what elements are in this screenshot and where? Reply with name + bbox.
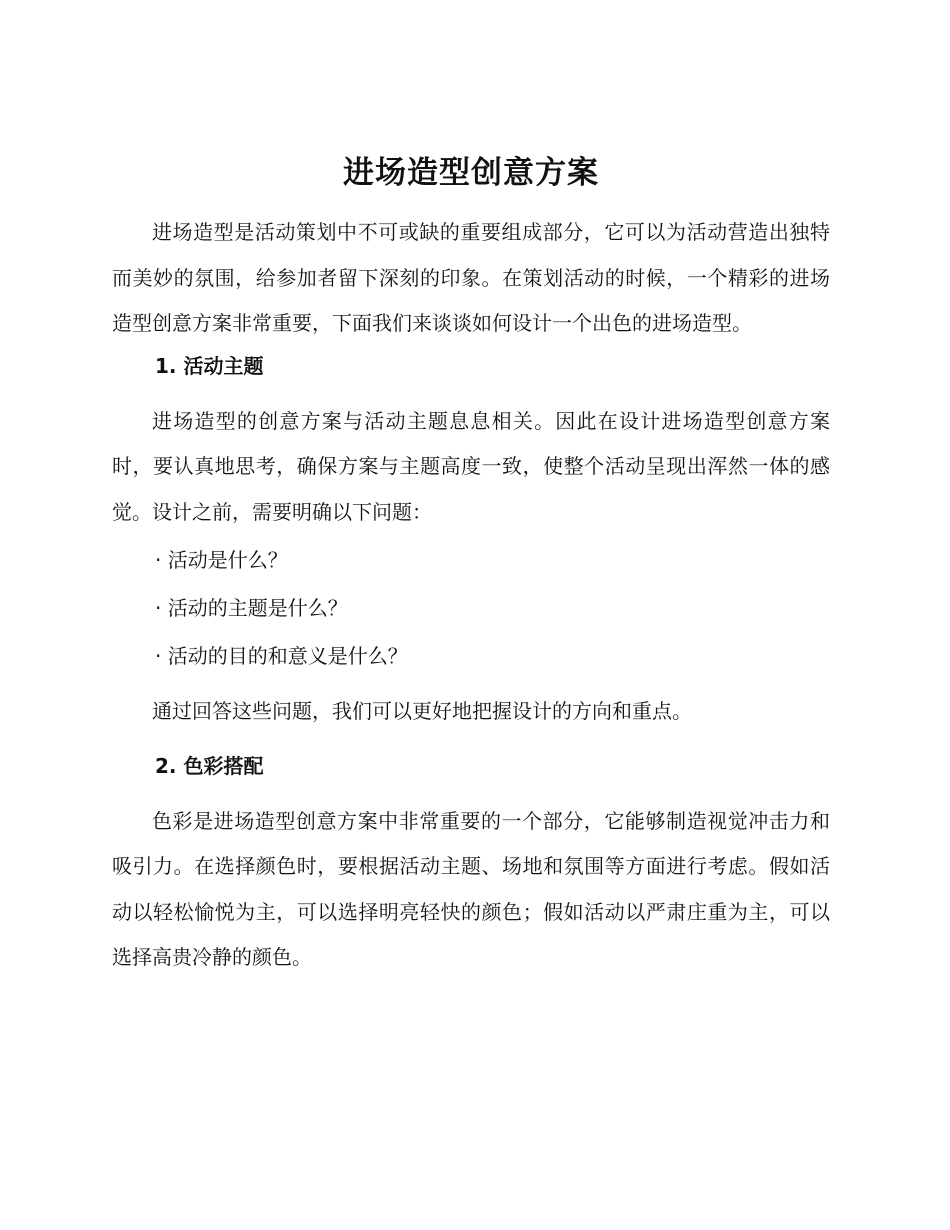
- document-title: 进场造型创意方案: [343, 155, 599, 191]
- section-heading-activity-theme: 1. 活动主题: [155, 353, 264, 378]
- section-heading-color-matching: 2. 色彩搭配: [155, 753, 264, 778]
- intro-paragraph: 进场造型是活动策划中不可或缺的重要组成部分，它可以为活动营造出独特而美妙的氛围，给参加者留下深刻的印象。在策划活动的时候，一个精彩的进场造型创意方案非常重要，下面我们来谈谈如何设计一个出色的进场造型。: [112, 220, 830, 335]
- document-page: [112, 148, 830, 981]
- section-closing-paragraph: 通过回答这些问题，我们可以更好地把握设计的方向和重点。: [152, 699, 692, 723]
- section-paragraph-color-matching: 色彩是进场造型创意方案中非常重要的一个部分，它能够制造视觉冲击力和吸引力。在选择颜色时，要根据活动主题、场地和氛围等方面进行考虑。假如活动以轻松愉悦为主，可以选择明亮轻快的颜色；假如活动以严肃庄重为主，可以选择高贵冷静的颜色。: [112, 808, 830, 969]
- bullet-item: · 活动是什么？: [155, 548, 288, 572]
- bullet-item: · 活动的目的和意义是什么？: [155, 644, 408, 668]
- bullet-item: · 活动的主题是什么？: [155, 596, 348, 620]
- section-paragraph-activity-theme: 进场造型的创意方案与活动主题息息相关。因此在设计进场造型创意方案时，要认真地思考，确保方案与主题高度一致，使整个活动呈现出浑然一体的感觉。设计之前，需要明确以下问题：: [112, 408, 830, 524]
